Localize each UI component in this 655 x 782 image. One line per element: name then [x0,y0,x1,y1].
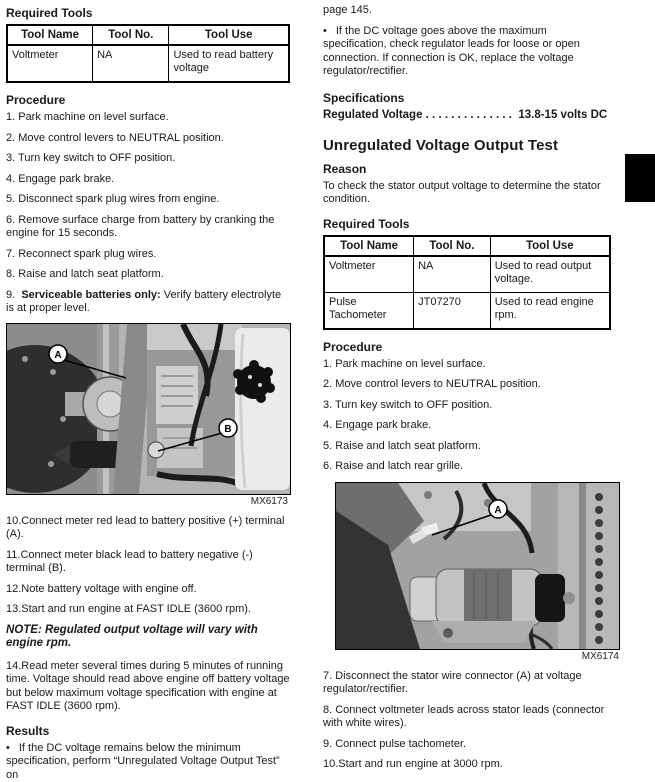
procedure-step: 1. Park machine on level surface. [6,111,169,123]
photo-mx6173 [6,323,290,495]
photo-mx6174 [335,482,611,650]
procedure-step: 12.Note battery voltage with engine off. [6,582,197,595]
cell-tool-use: Used to read engine rpm. [490,292,610,329]
table-row [324,256,610,293]
procedure-step: 5. Disconnect spark plug wires from engine. [6,193,220,205]
procedure-step: 13.Start and run engine at FAST IDLE (3600 rpm). [6,603,251,615]
procedure-step: 8. Raise and latch seat platform. [6,268,164,280]
procedure-step: 3. Turn key switch to OFF position. [6,152,176,164]
required-tools-table [323,235,611,330]
procedure-step: 1. Park machine on level surface. [323,357,486,370]
bullet-icon: • [6,741,10,754]
procedure-step: 6. Remove surface charge from battery by cranking the engine for 15 seconds. [6,213,275,239]
page-reference: page 145. [323,4,372,16]
required-tools-heading: Required Tools [6,6,93,20]
col-header-tool-no: Tool No. [93,25,169,45]
procedure-step: 14.Read meter several times during 5 minutes of running time. Voltage should read above engine off battery voltage but below maximum voltage specification with engine at FAST IDLE (3600 rpm). [6,659,290,712]
note-text: NOTE: Regulated output voltage will vary with engine rpm. [6,623,258,649]
procedure-heading: Procedure [6,93,66,107]
cell-tool-no: NA [93,45,169,82]
reason-heading: Reason [323,161,367,176]
cell-tool-name: Voltmeter [324,256,414,293]
procedure-heading: Procedure [323,339,383,354]
bullet-icon: • [323,24,327,37]
reason-text: To check the stator output voltage to determine the stator condition. [323,179,601,205]
procedure-step: 7. Disconnect the stator wire connector (A) at voltage regulator/rectifier. [323,669,582,695]
dot-leader: . . . . . . . . . . . . . . [425,108,512,121]
procedure-step: 4. Engage park brake. [323,419,432,431]
cell-tool-name: Voltmeter [7,45,93,82]
cell-tool-no: JT07270 [414,292,491,329]
photo-caption: MX6173 [250,495,288,507]
left-column [6,0,290,782]
results-heading: Results [6,723,50,738]
tank-illustration [233,328,290,490]
table-row [7,45,289,82]
spec-value: 13.8-15 volts DC [518,108,608,121]
cell-tool-no: NA [414,256,491,293]
cell-tool-use: Used to read output voltage. [490,256,610,293]
procedure-step: 8. Connect voltmeter leads across stator leads (connector with white wires). [323,703,605,729]
cell-tool-name: Pulse Tachometer [324,292,414,329]
right-column [323,0,619,779]
procedure-step: 10.Start and run engine at 3000 rpm. [323,758,503,770]
procedure-step: 3. Turn key switch to OFF position. [323,398,493,411]
cell-tool-use: Used to read battery voltage [169,45,289,82]
results-bullet-2: • If the DC voltage goes above the maximum specification, check regulator leads for loose or open connection. If connection is OK, replace the voltage regulator/rectifier. [323,24,580,77]
page-edge-tab-marker [625,154,655,202]
required-tools-table [6,24,290,83]
procedure-step: 2. Move control levers to NEUTRAL position. [6,131,224,144]
photo-caption: MX6174 [581,650,619,662]
engine-block-illustration [558,483,619,649]
procedure-step-9: 9. Serviceable batteries only: Verify battery electrolyte is at proper level. [6,288,282,314]
required-tools-heading: Required Tools [323,216,410,231]
col-header-tool-name: Tool Name [324,236,414,256]
col-header-tool-use: Tool Use [490,236,610,256]
procedure-step: 2. Move control levers to NEUTRAL position. [323,378,541,390]
procedure-step: 4. Engage park brake. [6,172,115,185]
callout-a-label: A [54,349,62,361]
procedure-step: 11.Connect meter black lead to battery negative (-) terminal (B). [6,548,253,574]
procedure-step: 7. Reconnect spark plug wires. [6,247,157,260]
section-heading: Unregulated Voltage Output Test [323,136,559,154]
procedure-step: 6. Raise and latch rear grille. [323,460,464,472]
table-header-row [7,25,289,45]
col-header-tool-use: Tool Use [169,25,289,45]
spec-regulated-voltage: Regulated Voltage . . . . . . . . . . . . . . 13.8-15 volts DC [323,108,608,121]
callout-a-label: A [494,504,502,516]
col-header-tool-name: Tool Name [7,25,93,45]
results-bullet: • If the DC voltage remains below the minimum specification, perform “Unregulated Voltage Output Test” on [6,741,280,781]
procedure-step: 9. Connect pulse tachometer. [323,737,467,750]
procedure-step: 10.Connect meter red lead to battery positive (+) terminal (A). [6,514,285,540]
specifications-heading: Specifications [323,90,405,105]
procedure-step: 5. Raise and latch seat platform. [323,439,481,452]
battery-illustration [147,350,242,476]
callout-b-label: B [224,423,232,435]
col-header-tool-no: Tool No. [414,236,491,256]
table-header-row [324,236,610,256]
table-row [324,292,610,329]
